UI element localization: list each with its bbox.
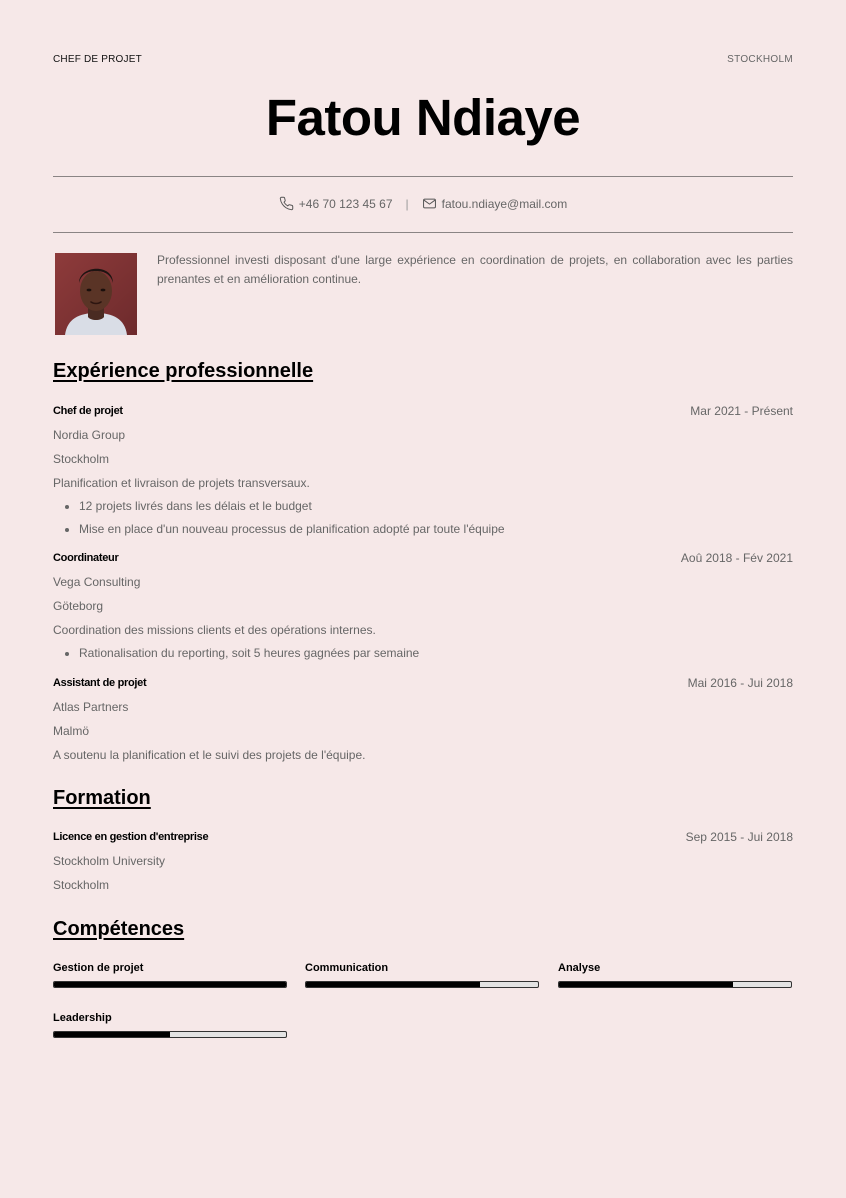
experience-item-3 — [53, 671, 793, 767]
skill-bar-fill — [54, 982, 286, 987]
job-company: Vega Consulting — [53, 575, 141, 589]
job-dates: Aoû 2018 - Fév 2021 — [680, 551, 793, 565]
skill-item — [53, 1010, 287, 1038]
location-label: STOCKHOLM — [727, 54, 793, 65]
achievement-item: • Mise en place d'un nouveau processus de planification adopté par toute l'équipe — [79, 518, 793, 541]
skill-item — [53, 960, 287, 988]
job-dates: Mar 2021 - Présent — [690, 404, 793, 418]
divider-bottom — [53, 232, 793, 233]
candidate-name: Fatou Ndiaye — [265, 89, 581, 146]
job-title: Assistant de projet — [53, 677, 147, 689]
email-address: fatou.ndiaye@mail.com — [441, 196, 568, 211]
education-section-title: Formation — [53, 787, 151, 809]
job-city: Malmö — [53, 724, 90, 738]
phone-icon — [279, 196, 294, 211]
achievement-item: • 12 projets livrés dans les délais et le budget — [79, 495, 793, 518]
skill-bar-fill — [306, 982, 480, 987]
skill-label: Gestion de projet — [53, 962, 144, 974]
contact-separator: | — [405, 196, 409, 211]
experience-item-1 — [53, 399, 793, 541]
job-description: Planification et livraison de projets transversaux. — [53, 476, 310, 490]
experience-item-2 — [53, 546, 793, 665]
profile-photo — [55, 253, 137, 335]
professional-summary: Professionnel investi disposant d'une large expérience en coordination de projets, en collaboration avec les parties prenantes et en amélioration continue. — [157, 253, 793, 286]
skill-label: Leadership — [53, 1012, 112, 1024]
mail-icon — [422, 196, 437, 211]
skill-bar — [305, 981, 539, 988]
job-description: A soutenu la planification et le suivi des projets de l'équipe. — [53, 748, 366, 762]
school-name: Stockholm University — [53, 854, 166, 868]
contact-row — [0, 196, 846, 211]
phone-number: +46 70 123 45 67 — [298, 196, 393, 211]
degree-dates: Sep 2015 - Jui 2018 — [685, 830, 793, 844]
skill-bar-fill — [559, 982, 733, 987]
job-company: Atlas Partners — [53, 700, 129, 714]
job-achievements — [53, 495, 793, 541]
job-description: Coordination des missions clients et des opérations internes. — [53, 623, 376, 637]
degree-title: Licence en gestion d'entreprise — [53, 831, 209, 843]
skill-label: Analyse — [558, 962, 601, 974]
header-top-row — [53, 54, 793, 65]
phone-contact[interactable] — [279, 196, 393, 211]
job-city: Göteborg — [53, 599, 104, 613]
skill-bar — [53, 981, 287, 988]
achievement-item: • Rationalisation du reporting, soit 5 heures gagnées par semaine — [79, 642, 793, 665]
portrait-illustration — [55, 253, 137, 335]
school-city: Stockholm — [53, 878, 110, 892]
job-city: Stockholm — [53, 452, 110, 466]
divider-top — [53, 176, 793, 177]
skill-item — [305, 960, 539, 988]
email-contact[interactable] — [422, 196, 568, 211]
job-title-label: CHEF DE PROJET — [53, 54, 142, 65]
job-title: Chef de projet — [53, 405, 123, 417]
skill-label: Communication — [305, 962, 389, 974]
skill-bar — [558, 981, 792, 988]
skill-bar — [53, 1031, 287, 1038]
job-title: Coordinateur — [53, 552, 119, 564]
skill-item — [558, 960, 792, 988]
experience-section-title: Expérience professionnelle — [53, 360, 314, 382]
job-company: Nordia Group — [53, 428, 126, 442]
skill-bar-fill — [54, 1032, 170, 1037]
job-dates: Mai 2016 - Jui 2018 — [687, 676, 793, 690]
education-item-1 — [53, 825, 793, 897]
skills-section-title: Compétences — [53, 918, 185, 940]
job-achievements — [53, 642, 793, 665]
